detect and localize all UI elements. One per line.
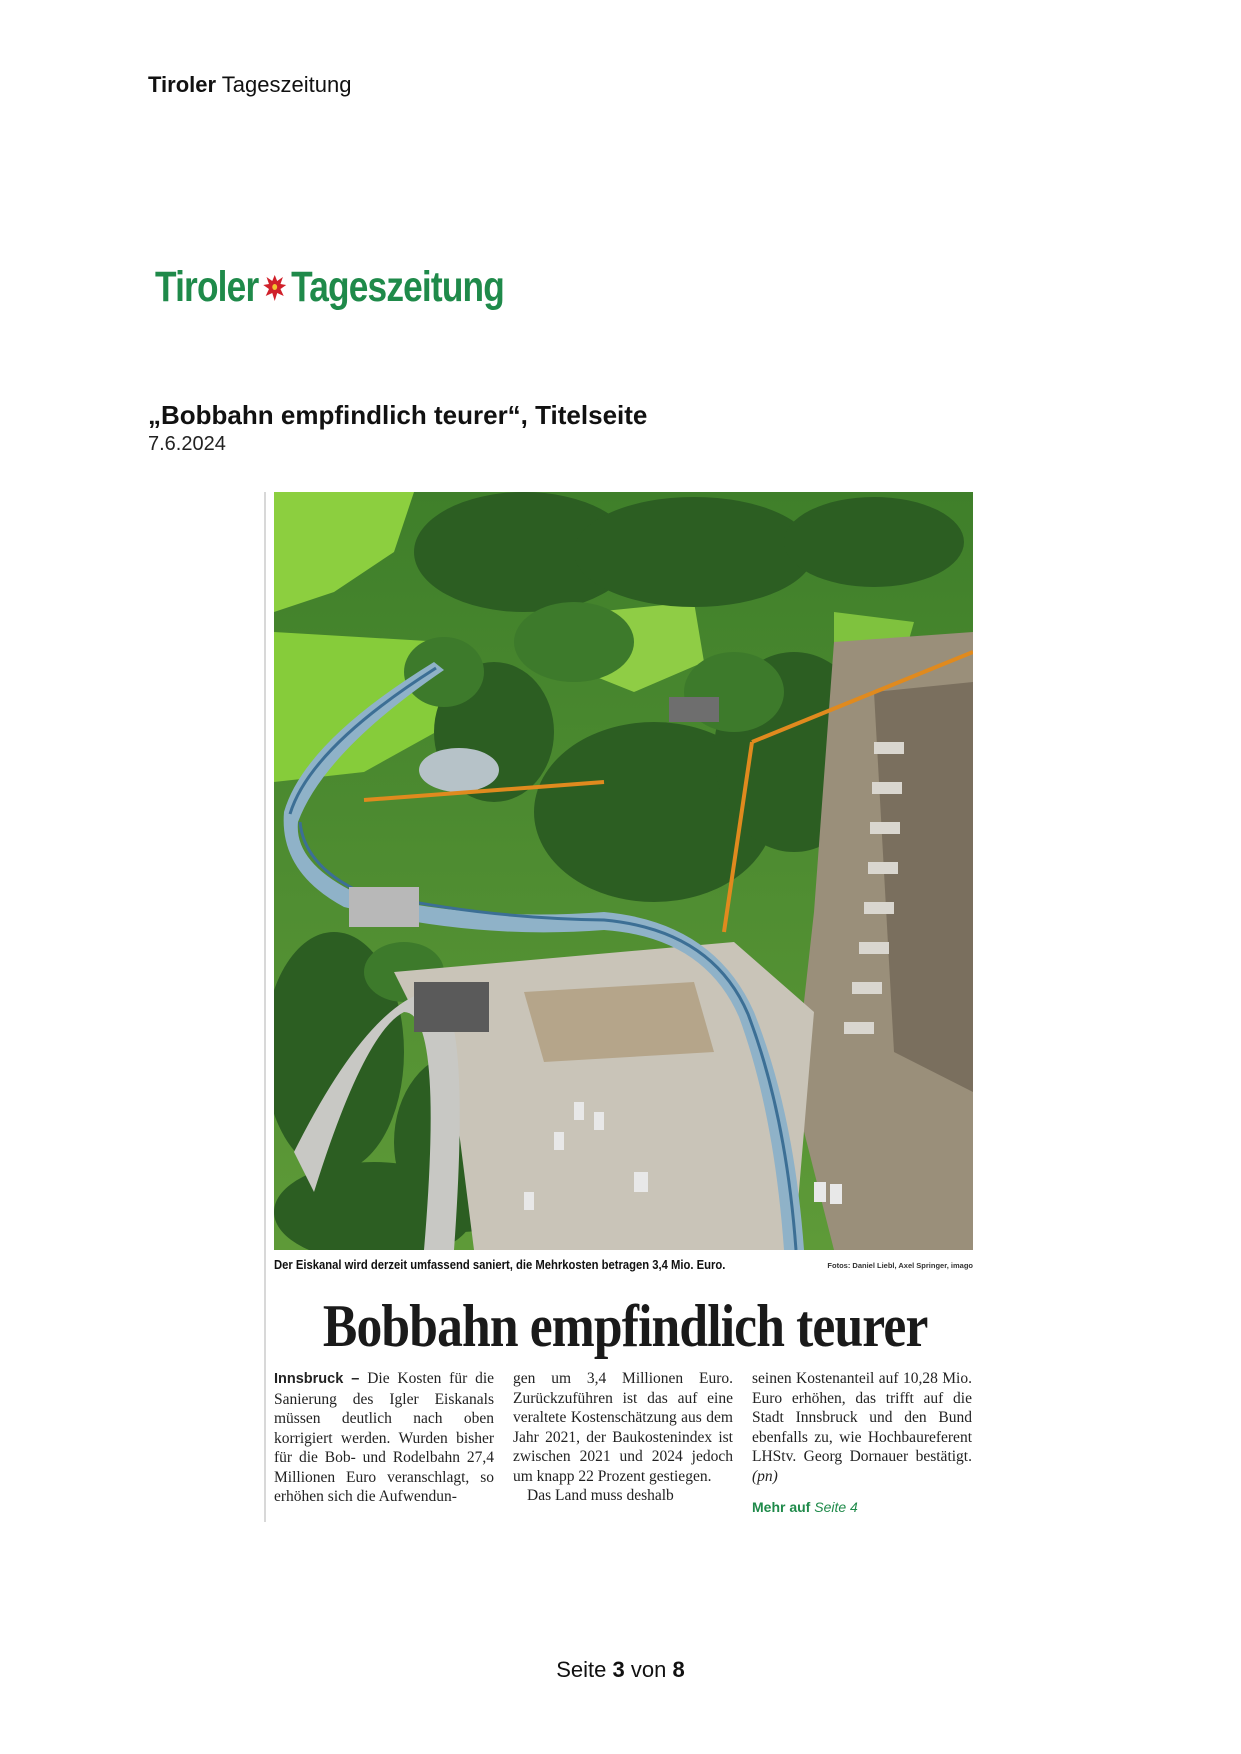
- photo-caption: Der Eiskanal wird derzeit umfassend saniert, die Mehrkosten betragen 3,4 Mio. Euro.: [274, 1258, 726, 1272]
- article-title: „Bobbahn empfindlich teurer“, Titelseite: [148, 400, 648, 430]
- column-1-text: Die Kosten für die Sanierung des Igler Eiskanals müssen deutlich nach oben korrigiert werden. Wurden bisher für die Bob- und Rodelbahn 27,4 Millionen Euro veranschlagt, so erhöhen sich die Aufwendun-: [274, 1370, 495, 1505]
- footer-total-pages: 8: [672, 1657, 685, 1682]
- article-column-3: [752, 1369, 972, 1518]
- article-column-2: [513, 1369, 733, 1506]
- more-label: Mehr auf: [752, 1499, 811, 1515]
- clipping-headline: Bobbahn empfindlich teurer: [322, 1293, 928, 1359]
- page-footer: [0, 1657, 1241, 1683]
- document-header: [148, 72, 351, 98]
- newspaper-logo: [155, 263, 504, 312]
- newspaper-clipping: [266, 492, 973, 1522]
- photo-credit: Fotos: Daniel Liebl, Axel Springer, imago: [827, 1261, 973, 1270]
- more-page: Seite 4: [814, 1499, 858, 1515]
- article-date: 7.6.2024: [148, 433, 226, 455]
- author-initials: (pn): [752, 1467, 778, 1485]
- column-3-text: seinen Kostenanteil auf 10,28 Mio. Euro erhöhen, das trifft auf die Stadt Innsbruck und den Bund ebenfalls zu, wie Hochbaureferent LHStv. Georg Dornauer bestätigt.: [752, 1370, 972, 1465]
- article-column-1: [274, 1369, 494, 1507]
- header-brand-bold: Tiroler: [148, 72, 217, 97]
- footer-middle: von: [630, 1657, 667, 1682]
- continued-on-link: [752, 1498, 972, 1518]
- column-2-text-b: Das Land muss deshalb: [527, 1487, 674, 1504]
- header-brand-regular: Tageszeitung: [221, 72, 352, 97]
- eagle-icon: [261, 271, 289, 305]
- footer-prefix: Seite: [556, 1657, 607, 1682]
- column-2-text: gen um 3,4 Millionen Euro. Zurückzuführen ist das auf eine veraltete Kostenschätzung aus dem Jahr 2021, der Baukostenindex ist zwischen 2021 und 2024 jedoch um knapp 22 Prozent gestiegen.: [513, 1370, 733, 1485]
- aerial-photo: [274, 492, 973, 1250]
- logo-part-2: Tageszeitung: [291, 263, 504, 311]
- photo-caption-row: [274, 1254, 973, 1276]
- footer-current-page: 3: [612, 1657, 625, 1682]
- dateline: Innsbruck –: [274, 1371, 360, 1387]
- logo-part-1: Tiroler: [155, 263, 259, 311]
